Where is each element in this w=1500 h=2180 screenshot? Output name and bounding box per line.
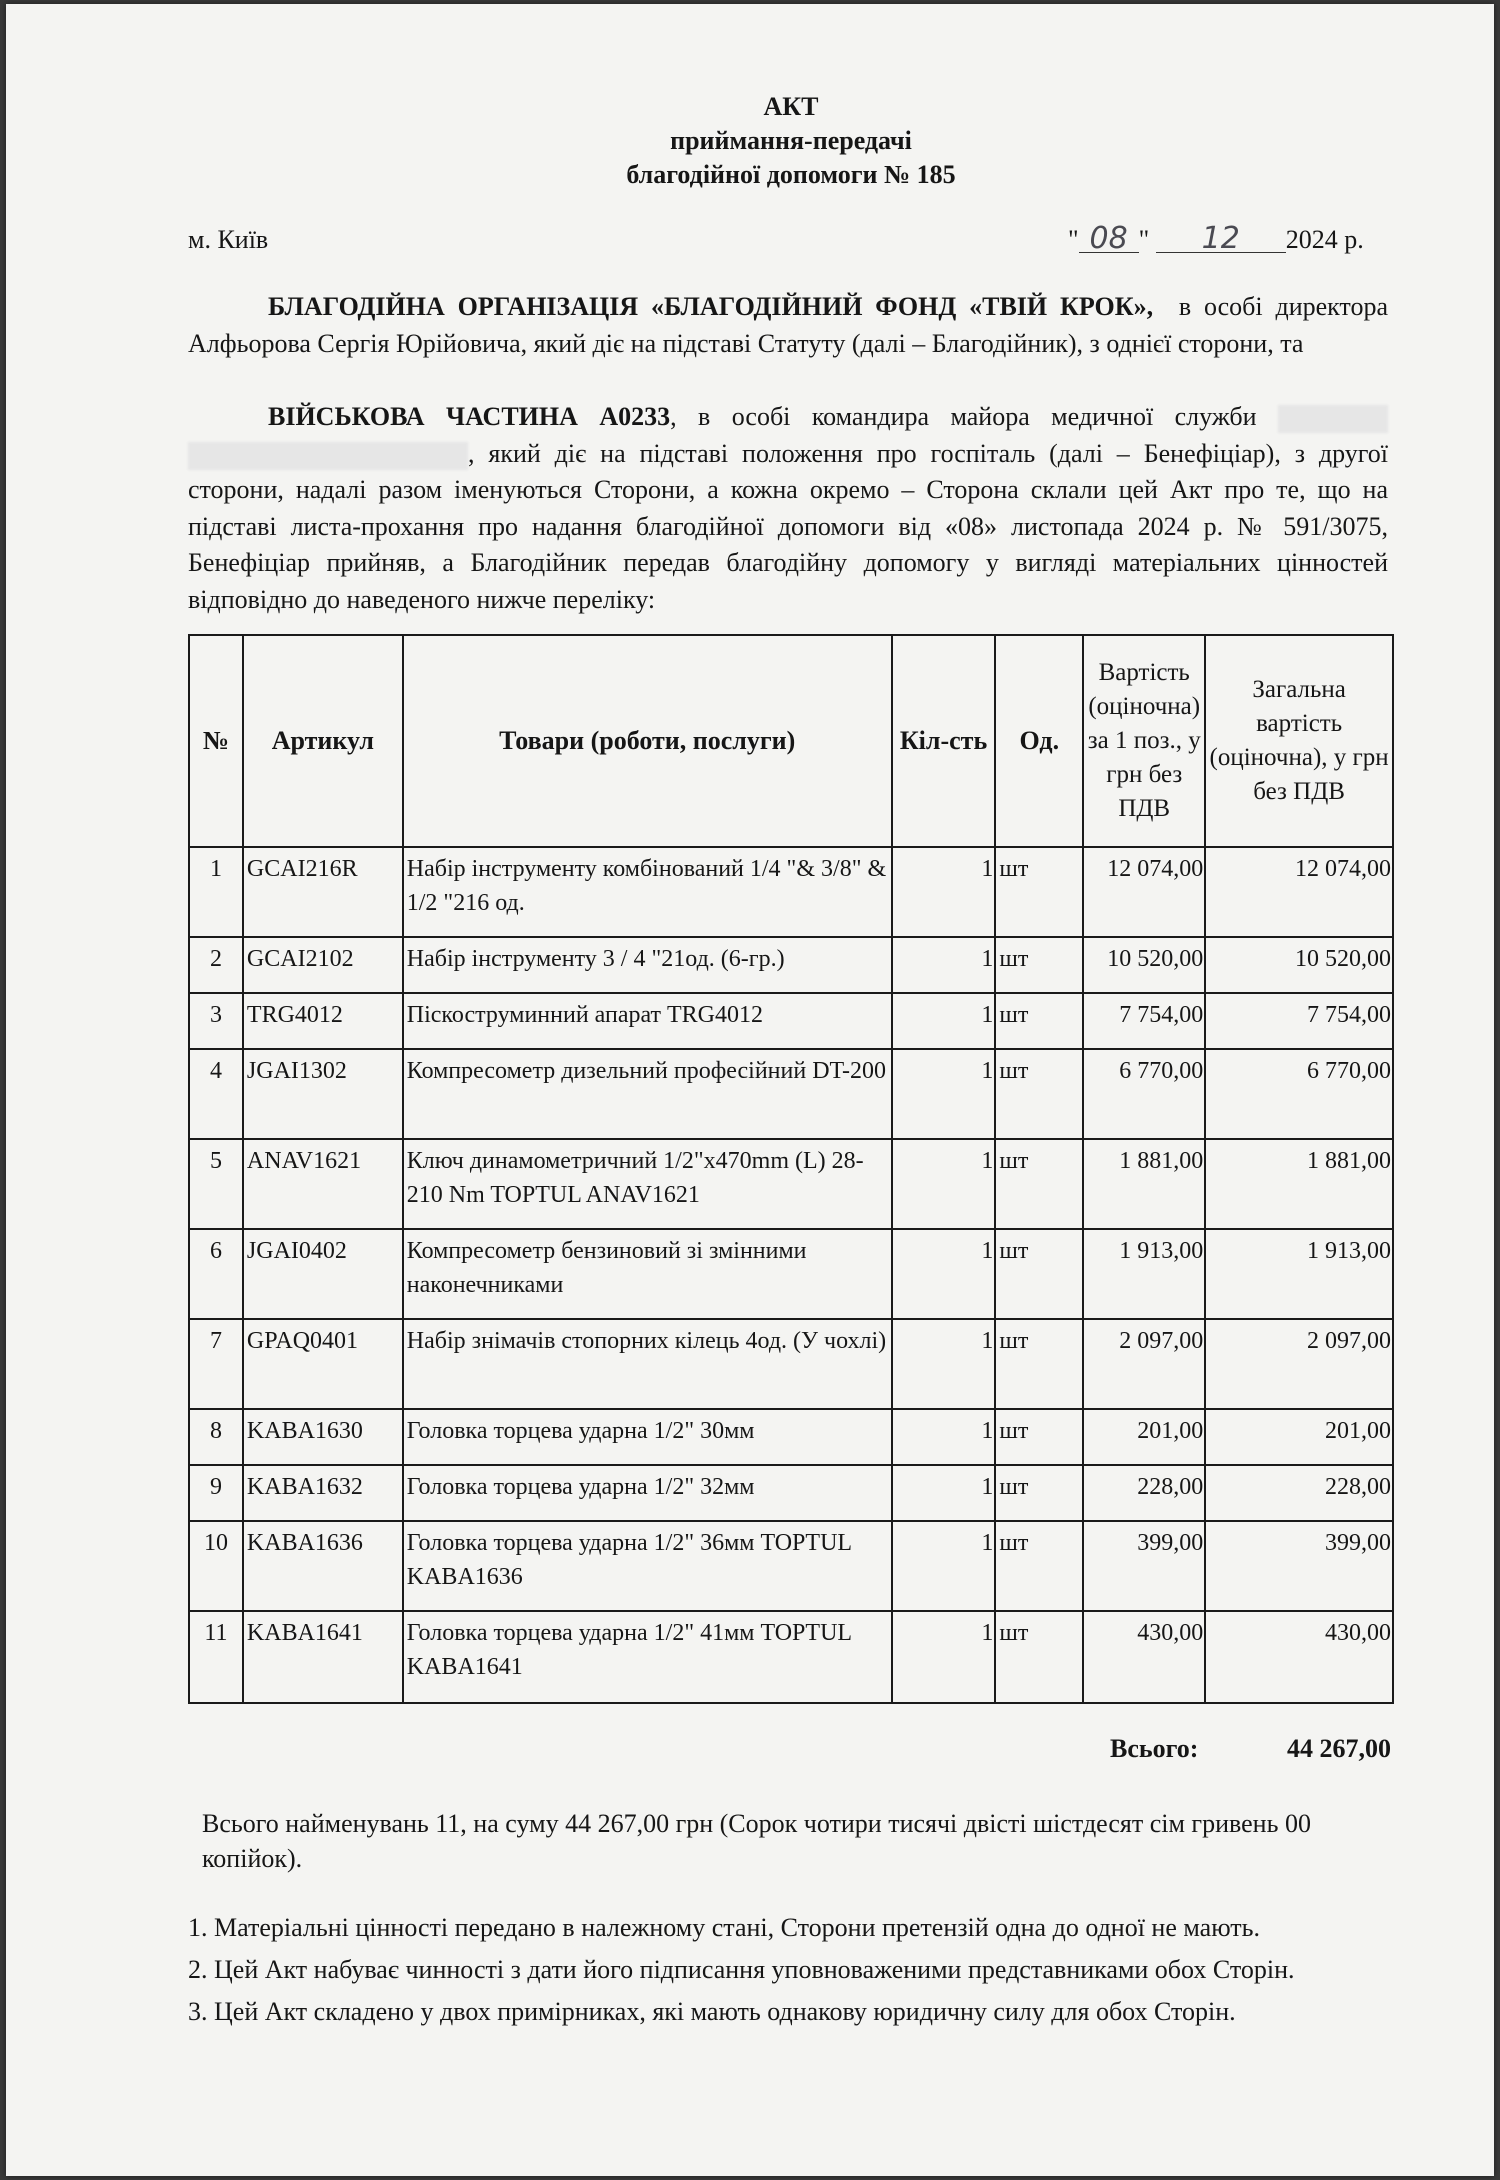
cell-no: 5 bbox=[189, 1139, 243, 1229]
cell-name: Набір знімачів стопорних кілець 4од. (У чохлі) bbox=[403, 1319, 892, 1409]
redacted-name-2 bbox=[188, 442, 468, 470]
cell-article: ANAV1621 bbox=[243, 1139, 403, 1229]
cell-article: KABA1636 bbox=[243, 1521, 403, 1611]
table-row bbox=[189, 1409, 1393, 1465]
document-page bbox=[6, 4, 1494, 2176]
beneficiary-name: ВІЙСЬКОВА ЧАСТИНА А0233 bbox=[268, 402, 671, 431]
cell-no: 2 bbox=[189, 937, 243, 993]
cell-article: TRG4012 bbox=[243, 993, 403, 1049]
document-title: АКТ bbox=[763, 92, 819, 121]
cell-price: 228,00 bbox=[1083, 1465, 1205, 1521]
donor-name: БЛАГОДІЙНА ОРГАНІЗАЦІЯ «БЛАГОДІЙНИЙ ФОНД «ТВІЙ КРОК», bbox=[268, 292, 1154, 321]
intro-paragraph-beneficiary bbox=[188, 399, 1388, 618]
cell-name: Набір інструменту комбінований 1/4 "& 3/8" & 1/2 "216 од. bbox=[403, 847, 892, 937]
beneficiary-text-1: , в особі командира майора медичної служби bbox=[670, 402, 1257, 431]
cell-unit: шт bbox=[995, 1611, 1083, 1703]
items-table bbox=[188, 634, 1394, 1704]
cell-price: 399,00 bbox=[1083, 1521, 1205, 1611]
cell-unit: шт bbox=[995, 1409, 1083, 1465]
cell-article: GPAQ0401 bbox=[243, 1319, 403, 1409]
cell-price: 1 881,00 bbox=[1083, 1139, 1205, 1229]
cell-unit: шт bbox=[995, 1049, 1083, 1139]
cell-price: 430,00 bbox=[1083, 1611, 1205, 1703]
cell-name: Піскоструминний апарат TRG4012 bbox=[403, 993, 892, 1049]
cell-article: JGAI1302 bbox=[243, 1049, 403, 1139]
cell-qty: 1 bbox=[892, 1319, 996, 1409]
table-row bbox=[189, 1229, 1393, 1319]
cell-article: GCAI216R bbox=[243, 847, 403, 937]
cell-name: Компресометр дизельний професійний DT-200 bbox=[403, 1049, 892, 1139]
cell-article: GCAI2102 bbox=[243, 937, 403, 993]
cell-total: 1 881,00 bbox=[1205, 1139, 1393, 1229]
cell-qty: 1 bbox=[892, 1049, 996, 1139]
cell-name: Головка торцева ударна 1/2" 30мм bbox=[403, 1409, 892, 1465]
cell-price: 1 913,00 bbox=[1083, 1229, 1205, 1319]
grand-total-value: 44 267,00 bbox=[1287, 1734, 1391, 1763]
clause-2: 2. Цей Акт набуває чинності з дати його підписання уповноваженими представниками обох Сторін. bbox=[188, 1955, 1295, 1984]
cell-no: 10 bbox=[189, 1521, 243, 1611]
cell-qty: 1 bbox=[892, 1465, 996, 1521]
cell-qty: 1 bbox=[892, 1229, 996, 1319]
table-row bbox=[189, 1521, 1393, 1611]
cell-total: 399,00 bbox=[1205, 1521, 1393, 1611]
cell-total: 430,00 bbox=[1205, 1611, 1393, 1703]
cell-no: 1 bbox=[189, 847, 243, 937]
cell-no: 3 bbox=[189, 993, 243, 1049]
cell-qty: 1 bbox=[892, 1611, 996, 1703]
col-header-no: № bbox=[189, 635, 243, 847]
date-day: 08 bbox=[1079, 226, 1139, 253]
cell-article: KABA1632 bbox=[243, 1465, 403, 1521]
cell-no: 11 bbox=[189, 1611, 243, 1703]
cell-name: Набір інструменту 3 / 4 "21од. (6-гр.) bbox=[403, 937, 892, 993]
cell-name: Головка торцева ударна 1/2" 36мм TOPTUL KABA1636 bbox=[403, 1521, 892, 1611]
date-month: 12 bbox=[1156, 226, 1286, 253]
document-title-block bbox=[6, 90, 1500, 192]
cell-qty: 1 bbox=[892, 847, 996, 937]
col-header-price: Вартість (оціночна) за 1 поз., у грн без ПДВ bbox=[1083, 635, 1205, 847]
cell-unit: шт bbox=[995, 1139, 1083, 1229]
cell-no: 8 bbox=[189, 1409, 243, 1465]
cell-price: 201,00 bbox=[1083, 1409, 1205, 1465]
col-header-total: Загальна вартість (оціночна), у грн без ПДВ bbox=[1205, 635, 1393, 847]
cell-total: 1 913,00 bbox=[1205, 1229, 1393, 1319]
cell-unit: шт bbox=[995, 1465, 1083, 1521]
cell-name: Ключ динамометричний 1/2"x470mm (L) 28-210 Nm TOPTUL ANAV1621 bbox=[403, 1139, 892, 1229]
cell-article: JGAI0402 bbox=[243, 1229, 403, 1319]
cell-name: Компресометр бензиновий зі змінними наконечниками bbox=[403, 1229, 892, 1319]
table-row bbox=[189, 847, 1393, 937]
cell-qty: 1 bbox=[892, 937, 996, 993]
col-header-article: Артикул bbox=[243, 635, 403, 847]
cell-total: 2 097,00 bbox=[1205, 1319, 1393, 1409]
cell-price: 2 097,00 bbox=[1083, 1319, 1205, 1409]
cell-no: 6 bbox=[189, 1229, 243, 1319]
cell-qty: 1 bbox=[892, 1409, 996, 1465]
redacted-name-1 bbox=[1278, 405, 1388, 433]
cell-name: Головка торцева ударна 1/2" 32мм bbox=[403, 1465, 892, 1521]
cell-qty: 1 bbox=[892, 1139, 996, 1229]
beneficiary-text-2: , який діє на підставі положення про госпіталь (далі – Бенефіціар), з другої сторони, надалі разом іменуються Сторони, а кожна окремо – Сторона склали цей Акт про те, що на підставі листа-прохання про надання благодійної допомоги від «08» листопада 2024 р. № 591/3075, Бенефіціар прийняв, а Благодійник передав благодійну допомогу у вигляді матеріальних цінностей відповідно до наведеного нижче переліку: bbox=[188, 438, 1388, 614]
cell-total: 10 520,00 bbox=[1205, 937, 1393, 993]
table-row bbox=[189, 1465, 1393, 1521]
clause-1: 1. Матеріальні цінності передано в належному стані, Сторони претензій одна до одної не мають. bbox=[188, 1913, 1261, 1942]
clauses bbox=[188, 1910, 1393, 2036]
cell-unit: шт bbox=[995, 937, 1083, 993]
summary-text: Всього найменувань 11, на суму 44 267,00 грн (Сорок чотири тисячі двісті шістдесят сім гривень 00 копійок). bbox=[202, 1809, 1311, 1873]
document-date: " 08 " 12 2024 р. bbox=[1068, 221, 1364, 256]
cell-unit: шт bbox=[995, 1521, 1083, 1611]
place: м. Київ bbox=[188, 225, 269, 254]
cell-no: 9 bbox=[189, 1465, 243, 1521]
col-header-unit: Од. bbox=[995, 635, 1083, 847]
cell-price: 6 770,00 bbox=[1083, 1049, 1205, 1139]
cell-no: 4 bbox=[189, 1049, 243, 1139]
cell-name: Головка торцева ударна 1/2" 41мм TOPTUL KABA1641 bbox=[403, 1611, 892, 1703]
cell-qty: 1 bbox=[892, 993, 996, 1049]
col-header-goods: Товари (роботи, послуги) bbox=[403, 635, 892, 847]
date-year: 2024 р. bbox=[1285, 225, 1364, 254]
table-row bbox=[189, 993, 1393, 1049]
col-header-qty: Кіл-сть bbox=[892, 635, 996, 847]
donor-text: в особі директора Алфьорова Сергія Юрійовича, який діє на підставі Статуту (далі – Благодійник), з однієї сторони, та bbox=[188, 292, 1388, 358]
table-row bbox=[189, 1611, 1393, 1703]
cell-unit: шт bbox=[995, 1319, 1083, 1409]
cell-total: 7 754,00 bbox=[1205, 993, 1393, 1049]
cell-article: KABA1641 bbox=[243, 1611, 403, 1703]
cell-unit: шт bbox=[995, 1229, 1083, 1319]
table-header-row bbox=[189, 635, 1393, 847]
clause-3: 3. Цей Акт складено у двох примірниках, які мають однакову юридичну силу для обох Сторін. bbox=[188, 1997, 1236, 2026]
cell-total: 201,00 bbox=[1205, 1409, 1393, 1465]
intro-paragraph-donor bbox=[188, 289, 1388, 362]
table-row bbox=[189, 1049, 1393, 1139]
cell-price: 7 754,00 bbox=[1083, 993, 1205, 1049]
cell-qty: 1 bbox=[892, 1521, 996, 1611]
grand-total-label: Всього: bbox=[1110, 1734, 1199, 1763]
document-subtitle-number: благодійної допомоги № 185 bbox=[626, 160, 956, 189]
table-row bbox=[189, 1319, 1393, 1409]
cell-unit: шт bbox=[995, 993, 1083, 1049]
cell-total: 228,00 bbox=[1205, 1465, 1393, 1521]
cell-unit: шт bbox=[995, 847, 1083, 937]
cell-no: 7 bbox=[189, 1319, 243, 1409]
document-subtitle: приймання-передачі bbox=[670, 126, 912, 155]
cell-price: 12 074,00 bbox=[1083, 847, 1205, 937]
table-row bbox=[189, 1139, 1393, 1229]
cell-total: 6 770,00 bbox=[1205, 1049, 1393, 1139]
cell-total: 12 074,00 bbox=[1205, 847, 1393, 937]
cell-article: KABA1630 bbox=[243, 1409, 403, 1465]
cell-price: 10 520,00 bbox=[1083, 937, 1205, 993]
table-row bbox=[189, 937, 1393, 993]
